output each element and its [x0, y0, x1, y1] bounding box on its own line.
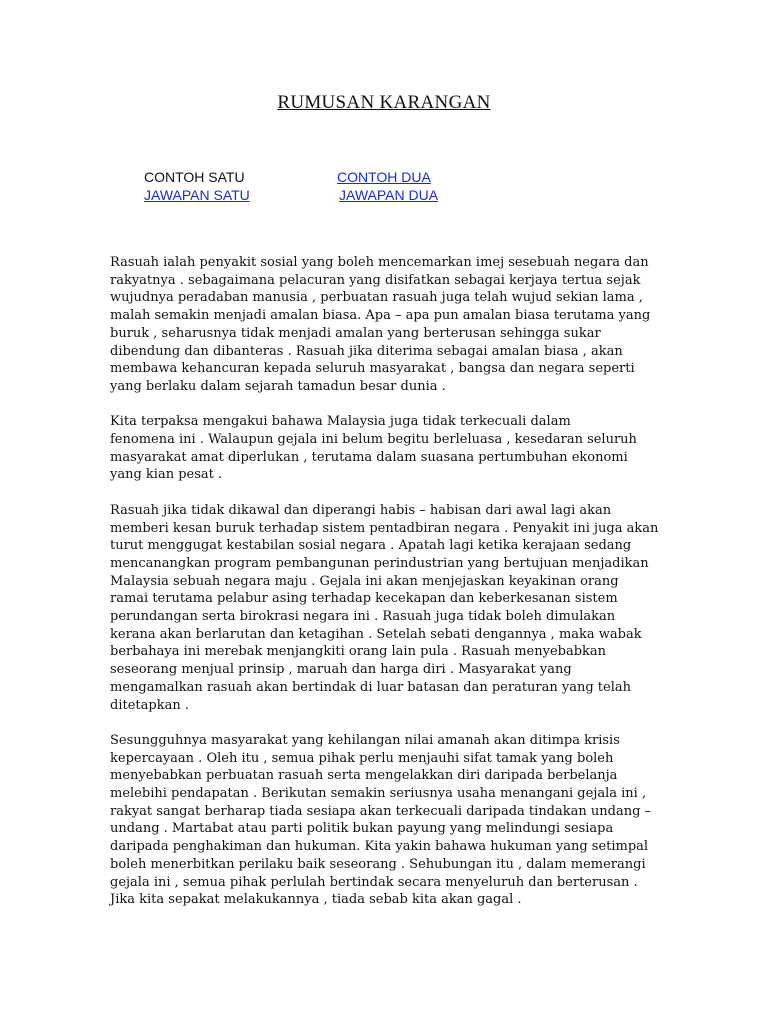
essay-body	[110, 254, 670, 927]
jawapan-dua-link[interactable]: JAWAPAN DUA	[339, 187, 439, 203]
page-title: RUMUSAN KARANGAN	[277, 92, 491, 113]
essay-paragraph-4: Sesungguhnya masyarakat yang kehilangan nilai amanah akan ditimpa krisis kepercayaan . Oleh itu , semua pihak perlu menjauhi sifat tamak yang boleh menyebabkan perbuatan rasuah serta mengelakkan diri daripada berbelanja melebihi pendapatan . Berikutan semakin seriusnya usaha menangani gejala ini , rakyat sangat berharap tiada sesiapa akan terkecuali daripada tindakan undang – undang . Martabat atau parti politik bukan payung yang melindungi sesiapa daripada penghakiman dan hukuman. Kita yakin bahawa hukuman yang setimpal boleh menerbitkan perilaku baik seseorang . Sehubungan itu , dalam memerangi gejala ini , semua pihak perlulah bertindak secara menyeluruh dan berterusan . Jika kita sepakat melakukannya , tiada sebab kita akan gagal .	[110, 732, 652, 908]
nav-row-contoh	[144, 168, 438, 186]
essay-paragraph-2: Kita terpaksa mengakui bahawa Malaysia juga tidak terkecuali dalam fenomena ini . Walaupun gejala ini belum begitu berleluasa , kesedaran seluruh masyarakat amat diperlukan , terutama dalam suasana pertumbuhan ekonomi yang kian pesat .	[110, 414, 637, 483]
essay-paragraph-3: Rasuah jika tidak dikawal dan diperangi habis – habisan dari awal lagi akan memberi kesan buruk terhadap sistem pentadbiran negara . Penyakit ini juga akan turut menggugat kestabilan sosial negara . Apatah lagi ketika kerajaan sedang mencanangkan program pembangunan perindustrian yang bertujuan menjadikan Malaysia sebuah negara maju . Gejala ini akan menjejaskan keyakinan orang ramai terutama pelabur asing terhadap kecekapan dan keberkesanan sistem perundangan serta birokrasi negara ini . Rasuah juga tidak boleh dimulakan kerana akan berlarutan dan ketagihan . Setelah sebati dengannya , maka wabak berbahaya ini merebak menjangkiti orang lain pula . Rasuah menyebabkan seseorang menjual prinsip , maruah dan harga diri . Masyarakat yang mengamalkan rasuah akan bertindak di luar batasan dan peraturan yang telah ditetapkan .	[110, 502, 659, 713]
jawapan-satu-link[interactable]: JAWAPAN SATU	[144, 187, 250, 203]
nav-row-jawapan	[144, 186, 438, 204]
essay-paragraph-1: Rasuah ialah penyakit sosial yang boleh mencemarkan imej sesebuah negara dan rakyatnya . sebagaimana pelacuran yang disifatkan sebagai kerjaya tertua sejak wujudnya peradaban manusia , perbuatan rasuah juga telah wujud sekian lama , malah semakin menjadi amalan biasa. Apa – apa pun amalan biasa terutama yang buruk , seharusnya tidak menjadi amalan yang berterusan sehingga sukar dibendung dan dibanteras . Rasuah jika diterima sebagai amalan biasa , akan membawa kehancuran kepada seluruh masyarakat , bangsa dan negara seperti yang berlaku dalam sejarah tamadun besar dunia .	[110, 255, 651, 394]
contoh-dua-link[interactable]: CONTOH DUA	[337, 169, 431, 185]
example-links	[144, 168, 438, 204]
contoh-satu-label: CONTOH SATU	[144, 169, 245, 185]
